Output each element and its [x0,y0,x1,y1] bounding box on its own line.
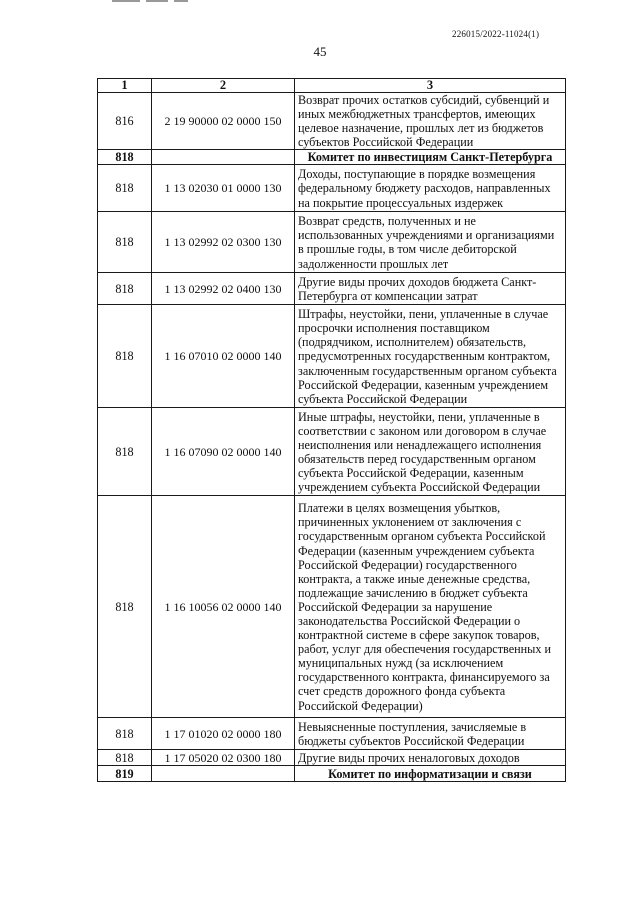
table-row [98,93,566,150]
scan-artifact [112,0,232,5]
section-title-cell: Комитет по информатизации и связи [295,766,566,782]
revenue-name-cell: Другие виды прочих неналоговых доходов [295,750,566,766]
table-row [98,718,566,750]
revenue-name-cell: Возврат средств, полученных и не использованных учреждениями и организациями в прошлые годы, в том числе дебиторской задолженности прошлых лет [295,212,566,273]
table-row [98,165,566,212]
page-number: 45 [313,44,327,59]
section-row [98,150,566,165]
column-number-row [98,79,566,93]
revenue-name-cell: Иные штрафы, неустойки, пени, уплаченные в соответствии с законом или договором в случае неисполнения или ненадлежащего исполнения обязательств перед государственным органом субъекта Российской Федерации, казенным учреждением субъекта Российской Федерации [295,408,566,496]
kbk-code-cell [152,150,295,165]
admin-code-cell: 818 [98,496,152,718]
revenue-name-cell: Штрафы, неустойки, пени, уплаченные в случае просрочки исполнения поставщиком (подрядчиком, исполнителем) обязательств, предусмотренных государственным контрактом, заключенным государственным органом субъекта Российской Федерации, казенным учреждением субъекта Российской Федерации [295,305,566,408]
column-header-3: 3 [295,79,566,93]
kbk-code-cell: 1 13 02992 02 0300 130 [152,212,295,273]
kbk-code-cell: 1 13 02992 02 0400 130 [152,273,295,305]
revenue-name-cell: Другие виды прочих доходов бюджета Санкт-Петербурга от компенсации затрат [295,273,566,305]
admin-code-cell: 818 [98,273,152,305]
kbk-code-cell: 2 19 90000 02 0000 150 [152,93,295,150]
table-row [98,273,566,305]
admin-code-cell: 816 [98,93,152,150]
revenue-classification-table [97,78,566,782]
document-id: 226015/2022-11024(1) [452,29,540,39]
revenue-name-cell: Доходы, поступающие в порядке возмещения федеральному бюджету расходов, направленных на покрытие процессуальных издержек [295,165,566,212]
admin-code-cell: 819 [98,766,152,782]
kbk-code-cell: 1 13 02030 01 0000 130 [152,165,295,212]
kbk-code-cell: 1 16 07010 02 0000 140 [152,305,295,408]
kbk-code-cell: 1 17 01020 02 0000 180 [152,718,295,750]
revenue-name-cell: Платежи в целях возмещения убытков, причиненных уклонением от заключения с государственным органом субъекта Российской Федерации (казенным учреждением субъекта Российской Федерации) государственного контракта, а также иные денежные средства, подлежащие зачислению в бюджет субъекта Российской Федерации за нарушение законодательства Российской Федерации о контрактной системе в сфере закупок товаров, работ, услуг для обеспечения государственных и муниципальных нужд (за исключением государственного контракта, финансируемого за счет средств дорожного фонда субъекта Российской Федерации) [295,496,566,718]
admin-code-cell: 818 [98,150,152,165]
table-row [98,305,566,408]
table-row [98,212,566,273]
admin-code-cell: 818 [98,718,152,750]
admin-code-cell: 818 [98,305,152,408]
table-row [98,750,566,766]
section-title-cell: Комитет по инвестициям Санкт-Петербурга [295,150,566,165]
section-row [98,766,566,782]
kbk-code-cell: 1 17 05020 02 0300 180 [152,750,295,766]
admin-code-cell: 818 [98,165,152,212]
admin-code-cell: 818 [98,212,152,273]
table-row [98,496,566,718]
table-row [98,408,566,496]
column-header-1: 1 [98,79,152,93]
admin-code-cell: 818 [98,750,152,766]
column-header-2: 2 [152,79,295,93]
kbk-code-cell [152,766,295,782]
kbk-code-cell: 1 16 10056 02 0000 140 [152,496,295,718]
revenue-name-cell: Возврат прочих остатков субсидий, субвенций и иных межбюджетных трансфертов, имеющих целевое назначение, прошлых лет из бюджетов субъектов Российской Федерации [295,93,566,150]
revenue-name-cell: Невыясненные поступления, зачисляемые в бюджеты субъектов Российской Федерации [295,718,566,750]
kbk-code-cell: 1 16 07090 02 0000 140 [152,408,295,496]
admin-code-cell: 818 [98,408,152,496]
